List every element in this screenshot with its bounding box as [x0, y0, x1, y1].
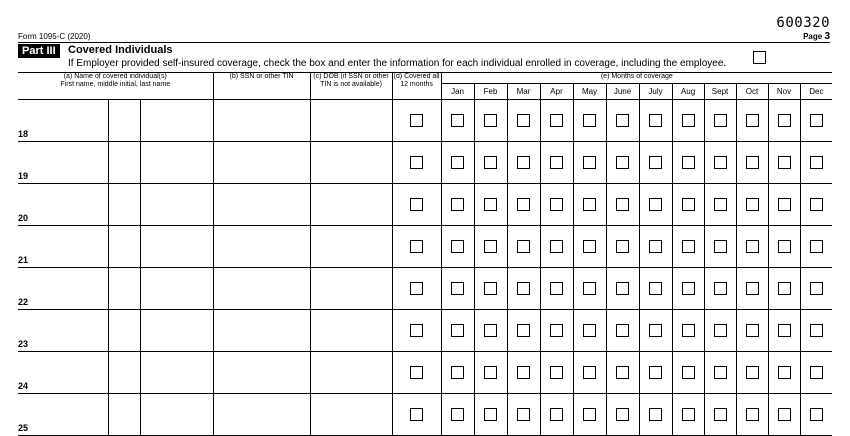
col-a-sublabel: First name, middle initial, last name: [60, 81, 171, 88]
row-number: 22: [18, 268, 34, 310]
month-checkbox[interactable]: [616, 114, 629, 127]
month-cell: [736, 226, 768, 268]
month-cell: [606, 100, 639, 142]
month-cell: [540, 184, 573, 226]
month-checkbox[interactable]: [778, 408, 791, 421]
month-cell: [800, 100, 832, 142]
month-cell: [704, 100, 736, 142]
month-cell: [704, 268, 736, 310]
month-cell: [540, 142, 573, 184]
month-cell: [704, 226, 736, 268]
month-checkbox[interactable]: [517, 198, 530, 211]
month-checkbox[interactable]: [616, 408, 629, 421]
month-checkbox[interactable]: [746, 240, 759, 253]
month-cell: [441, 184, 474, 226]
col-e-header: (e) Months of coverage: [441, 73, 832, 84]
month-checkbox[interactable]: [714, 240, 727, 253]
month-checkbox[interactable]: [649, 198, 662, 211]
month-checkbox[interactable]: [616, 156, 629, 169]
ssn-field[interactable]: [213, 352, 310, 394]
month-checkbox[interactable]: [616, 366, 629, 379]
month-cell: [800, 268, 832, 310]
part-title: Covered Individuals: [68, 44, 173, 56]
month-cell: [606, 310, 639, 352]
month-cell: [639, 310, 672, 352]
month-cell: [704, 184, 736, 226]
month-cell: [540, 268, 573, 310]
month-cell: [736, 100, 768, 142]
month-cell: [736, 268, 768, 310]
month-checkbox[interactable]: [550, 240, 563, 253]
month-checkbox[interactable]: [550, 156, 563, 169]
month-checkbox[interactable]: [778, 114, 791, 127]
month-checkbox[interactable]: [778, 156, 791, 169]
first-name-field[interactable]: [34, 184, 108, 226]
month-cell: [736, 352, 768, 394]
month-cell: [800, 352, 832, 394]
month-cell: [639, 394, 672, 436]
month-checkbox[interactable]: [778, 282, 791, 295]
month-cell: [606, 226, 639, 268]
dob-field[interactable]: [310, 142, 392, 184]
month-header: Apr: [540, 84, 573, 100]
month-checkbox[interactable]: [649, 366, 662, 379]
month-header: July: [639, 84, 672, 100]
month-checkbox[interactable]: [484, 114, 497, 127]
month-checkbox[interactable]: [746, 198, 759, 211]
month-cell: [800, 142, 832, 184]
month-checkbox[interactable]: [746, 366, 759, 379]
row-number: 24: [18, 352, 34, 394]
ssn-field[interactable]: [213, 394, 310, 436]
month-checkbox[interactable]: [649, 240, 662, 253]
covered-all-12-checkbox[interactable]: [410, 324, 423, 337]
month-checkbox[interactable]: [484, 366, 497, 379]
month-checkbox[interactable]: [451, 366, 464, 379]
table-row: [18, 184, 832, 226]
month-cell: [672, 310, 704, 352]
middle-initial-field[interactable]: [108, 226, 140, 268]
last-name-field[interactable]: [140, 352, 213, 394]
month-cell: [441, 142, 474, 184]
covered-all-12-cell: [392, 142, 441, 184]
middle-initial-field[interactable]: [108, 142, 140, 184]
month-checkbox[interactable]: [550, 408, 563, 421]
middle-initial-field[interactable]: [108, 100, 140, 142]
page-label: [803, 31, 830, 42]
month-checkbox[interactable]: [682, 156, 695, 169]
month-cell: [507, 184, 540, 226]
month-checkbox[interactable]: [583, 114, 596, 127]
last-name-field[interactable]: [140, 100, 213, 142]
month-checkbox[interactable]: [517, 240, 530, 253]
month-cell: [441, 310, 474, 352]
month-checkbox[interactable]: [682, 408, 695, 421]
month-checkbox[interactable]: [517, 114, 530, 127]
month-checkbox[interactable]: [484, 324, 497, 337]
ssn-field[interactable]: [213, 310, 310, 352]
page-prefix: Page: [803, 32, 823, 41]
month-checkbox[interactable]: [714, 408, 727, 421]
covered-all-12-cell: [392, 268, 441, 310]
month-cell: [736, 142, 768, 184]
month-cell: [768, 268, 800, 310]
month-cell: [768, 184, 800, 226]
month-checkbox[interactable]: [810, 324, 823, 337]
month-checkbox[interactable]: [682, 240, 695, 253]
month-checkbox[interactable]: [583, 240, 596, 253]
month-checkbox[interactable]: [810, 240, 823, 253]
table-row: [18, 142, 832, 184]
month-cell: [672, 184, 704, 226]
first-name-field[interactable]: [34, 226, 108, 268]
month-checkbox[interactable]: [714, 324, 727, 337]
table-row: [18, 394, 832, 436]
last-name-field[interactable]: [140, 226, 213, 268]
month-cell: [474, 100, 507, 142]
covered-all-12-checkbox[interactable]: [410, 408, 423, 421]
month-cell: [474, 394, 507, 436]
month-cell: [768, 142, 800, 184]
form-name: Form 1095-C (2020): [18, 32, 91, 41]
table-row: [18, 310, 832, 352]
row-number: 20: [18, 184, 34, 226]
month-checkbox[interactable]: [746, 282, 759, 295]
month-cell: [573, 310, 606, 352]
month-header: Jan: [441, 84, 474, 100]
month-checkbox[interactable]: [682, 198, 695, 211]
first-name-field[interactable]: [34, 352, 108, 394]
month-checkbox[interactable]: [484, 282, 497, 295]
month-cell: [672, 142, 704, 184]
month-checkbox[interactable]: [649, 156, 662, 169]
month-header: Mar: [507, 84, 540, 100]
month-checkbox[interactable]: [649, 324, 662, 337]
month-cell: [800, 184, 832, 226]
col-a-header: [18, 73, 213, 100]
month-cell: [441, 394, 474, 436]
month-checkbox[interactable]: [682, 324, 695, 337]
table-row: [18, 352, 832, 394]
month-checkbox[interactable]: [517, 282, 530, 295]
month-cell: [573, 352, 606, 394]
month-cell: [441, 100, 474, 142]
row-number: 23: [18, 310, 34, 352]
month-cell: [800, 226, 832, 268]
month-checkbox[interactable]: [714, 114, 727, 127]
month-cell: [672, 268, 704, 310]
covered-all-12-checkbox[interactable]: [410, 282, 423, 295]
middle-initial-field[interactable]: [108, 184, 140, 226]
month-cell: [573, 226, 606, 268]
month-cell: [672, 352, 704, 394]
month-checkbox[interactable]: [451, 114, 464, 127]
covered-all-12-checkbox[interactable]: [410, 366, 423, 379]
month-checkbox[interactable]: [517, 324, 530, 337]
part-instruction: If Employer provided self-insured coverage, check the box and enter the information for each individual enrolled in coverage, including the employee.: [68, 58, 727, 69]
row-number: 19: [18, 142, 34, 184]
last-name-field[interactable]: [140, 394, 213, 436]
month-checkbox[interactable]: [484, 408, 497, 421]
month-cell: [474, 184, 507, 226]
month-cell: [800, 310, 832, 352]
month-checkbox[interactable]: [616, 282, 629, 295]
col-c-header: (c) DOB (if SSN or other TIN is not available): [310, 73, 392, 100]
month-checkbox[interactable]: [517, 156, 530, 169]
col-d-header: (d) Covered all 12 months: [392, 73, 441, 100]
table-row: [18, 268, 832, 310]
col-b-header: (b) SSN or other TIN: [213, 73, 310, 100]
top-rule: [18, 42, 830, 43]
month-cell: [540, 394, 573, 436]
month-header: Nov: [768, 84, 800, 100]
month-cell: [441, 268, 474, 310]
month-checkbox[interactable]: [583, 282, 596, 295]
self-insured-checkbox[interactable]: [753, 51, 766, 64]
month-header: Oct: [736, 84, 768, 100]
month-checkbox[interactable]: [583, 324, 596, 337]
month-checkbox[interactable]: [451, 282, 464, 295]
month-cell: [768, 226, 800, 268]
month-cell: [474, 268, 507, 310]
month-header: Feb: [474, 84, 507, 100]
month-cell: [606, 142, 639, 184]
covered-all-12-checkbox[interactable]: [410, 240, 423, 253]
month-checkbox[interactable]: [649, 114, 662, 127]
month-cell: [639, 268, 672, 310]
month-cell: [474, 352, 507, 394]
month-cell: [507, 352, 540, 394]
month-checkbox[interactable]: [746, 324, 759, 337]
month-checkbox[interactable]: [550, 114, 563, 127]
month-checkbox[interactable]: [583, 156, 596, 169]
month-checkbox[interactable]: [810, 366, 823, 379]
month-checkbox[interactable]: [616, 324, 629, 337]
month-checkbox[interactable]: [649, 282, 662, 295]
month-checkbox[interactable]: [583, 198, 596, 211]
covered-all-12-cell: [392, 352, 441, 394]
ssn-field[interactable]: [213, 268, 310, 310]
middle-initial-field[interactable]: [108, 310, 140, 352]
month-checkbox[interactable]: [451, 324, 464, 337]
month-cell: [474, 226, 507, 268]
first-name-field[interactable]: [34, 394, 108, 436]
dob-field[interactable]: [310, 352, 392, 394]
month-header: Aug: [672, 84, 704, 100]
month-cell: [573, 100, 606, 142]
month-cell: [606, 184, 639, 226]
dob-field[interactable]: [310, 184, 392, 226]
month-cell: [768, 352, 800, 394]
month-checkbox[interactable]: [583, 366, 596, 379]
first-name-field[interactable]: [34, 268, 108, 310]
month-cell: [606, 268, 639, 310]
month-cell: [672, 394, 704, 436]
ssn-field[interactable]: [213, 100, 310, 142]
ssn-field[interactable]: [213, 142, 310, 184]
month-checkbox[interactable]: [583, 408, 596, 421]
month-cell: [672, 100, 704, 142]
month-cell: [573, 142, 606, 184]
month-checkbox[interactable]: [714, 198, 727, 211]
dob-field[interactable]: [310, 226, 392, 268]
month-cell: [639, 226, 672, 268]
row-number: 18: [18, 100, 34, 142]
month-cell: [474, 310, 507, 352]
month-cell: [540, 100, 573, 142]
month-checkbox[interactable]: [484, 156, 497, 169]
month-checkbox[interactable]: [550, 282, 563, 295]
month-cell: [736, 310, 768, 352]
month-cell: [540, 226, 573, 268]
month-cell: [507, 226, 540, 268]
month-checkbox[interactable]: [810, 198, 823, 211]
covered-all-12-cell: [392, 310, 441, 352]
month-checkbox[interactable]: [778, 198, 791, 211]
month-cell: [573, 394, 606, 436]
first-name-field[interactable]: [34, 310, 108, 352]
table-row: [18, 100, 832, 142]
month-cell: [639, 184, 672, 226]
month-checkbox[interactable]: [746, 156, 759, 169]
month-checkbox[interactable]: [810, 114, 823, 127]
dob-field[interactable]: [310, 100, 392, 142]
month-header: Sept: [704, 84, 736, 100]
dob-field[interactable]: [310, 310, 392, 352]
middle-initial-field[interactable]: [108, 268, 140, 310]
month-cell: [704, 142, 736, 184]
covered-individuals-table: [18, 72, 832, 436]
covered-all-12-cell: [392, 394, 441, 436]
month-checkbox[interactable]: [517, 366, 530, 379]
month-checkbox[interactable]: [714, 282, 727, 295]
month-cell: [736, 184, 768, 226]
month-checkbox[interactable]: [451, 408, 464, 421]
page-number: 3: [824, 31, 830, 42]
month-cell: [736, 394, 768, 436]
month-cell: [507, 394, 540, 436]
ssn-field[interactable]: [213, 184, 310, 226]
table-row: [18, 226, 832, 268]
covered-all-12-checkbox[interactable]: [410, 114, 423, 127]
month-cell: [507, 142, 540, 184]
month-cell: [768, 310, 800, 352]
month-cell: [704, 310, 736, 352]
month-cell: [800, 394, 832, 436]
month-checkbox[interactable]: [746, 408, 759, 421]
last-name-field[interactable]: [140, 310, 213, 352]
month-header: Dec: [800, 84, 832, 100]
covered-all-12-cell: [392, 100, 441, 142]
first-name-field[interactable]: [34, 100, 108, 142]
month-cell: [573, 184, 606, 226]
month-cell: [606, 394, 639, 436]
month-checkbox[interactable]: [778, 366, 791, 379]
month-checkbox[interactable]: [616, 240, 629, 253]
month-cell: [540, 352, 573, 394]
last-name-field[interactable]: [140, 142, 213, 184]
month-checkbox[interactable]: [682, 282, 695, 295]
month-cell: [474, 142, 507, 184]
covered-all-12-cell: [392, 226, 441, 268]
covered-all-12-checkbox[interactable]: [410, 198, 423, 211]
month-cell: [441, 352, 474, 394]
month-checkbox[interactable]: [810, 156, 823, 169]
month-checkbox[interactable]: [746, 114, 759, 127]
part-tag: Part III: [18, 44, 60, 58]
month-checkbox[interactable]: [714, 366, 727, 379]
month-checkbox[interactable]: [451, 156, 464, 169]
month-cell: [507, 100, 540, 142]
first-name-field[interactable]: [34, 142, 108, 184]
covered-all-12-checkbox[interactable]: [410, 156, 423, 169]
row-number: 25: [18, 394, 34, 436]
month-checkbox[interactable]: [484, 240, 497, 253]
month-cell: [441, 226, 474, 268]
month-checkbox[interactable]: [517, 408, 530, 421]
col-a-label: (a) Name of covered individual(s): [63, 73, 167, 80]
month-checkbox[interactable]: [810, 408, 823, 421]
last-name-field[interactable]: [140, 268, 213, 310]
month-cell: [573, 268, 606, 310]
month-cell: [639, 100, 672, 142]
middle-initial-field[interactable]: [108, 394, 140, 436]
month-cell: [507, 268, 540, 310]
month-checkbox[interactable]: [682, 114, 695, 127]
month-cell: [606, 352, 639, 394]
month-cell: [639, 142, 672, 184]
month-header: May: [573, 84, 606, 100]
month-cell: [768, 394, 800, 436]
month-cell: [672, 226, 704, 268]
month-cell: [704, 352, 736, 394]
last-name-field[interactable]: [140, 184, 213, 226]
month-checkbox[interactable]: [550, 324, 563, 337]
month-checkbox[interactable]: [451, 240, 464, 253]
middle-initial-field[interactable]: [108, 352, 140, 394]
month-checkbox[interactable]: [451, 198, 464, 211]
month-cell: [540, 310, 573, 352]
month-checkbox[interactable]: [714, 156, 727, 169]
covered-all-12-cell: [392, 184, 441, 226]
ssn-field[interactable]: [213, 226, 310, 268]
dob-field[interactable]: [310, 268, 392, 310]
dob-field[interactable]: [310, 394, 392, 436]
row-number: 21: [18, 226, 34, 268]
month-cell: [768, 100, 800, 142]
month-checkbox[interactable]: [682, 366, 695, 379]
month-cell: [704, 394, 736, 436]
month-checkbox[interactable]: [810, 282, 823, 295]
month-checkbox[interactable]: [778, 324, 791, 337]
month-cell: [639, 352, 672, 394]
month-cell: [507, 310, 540, 352]
month-checkbox[interactable]: [649, 408, 662, 421]
month-checkbox[interactable]: [550, 198, 563, 211]
month-header: June: [606, 84, 639, 100]
month-checkbox[interactable]: [550, 366, 563, 379]
month-checkbox[interactable]: [778, 240, 791, 253]
month-checkbox[interactable]: [484, 198, 497, 211]
month-checkbox[interactable]: [616, 198, 629, 211]
form-code: 600320: [776, 15, 830, 31]
